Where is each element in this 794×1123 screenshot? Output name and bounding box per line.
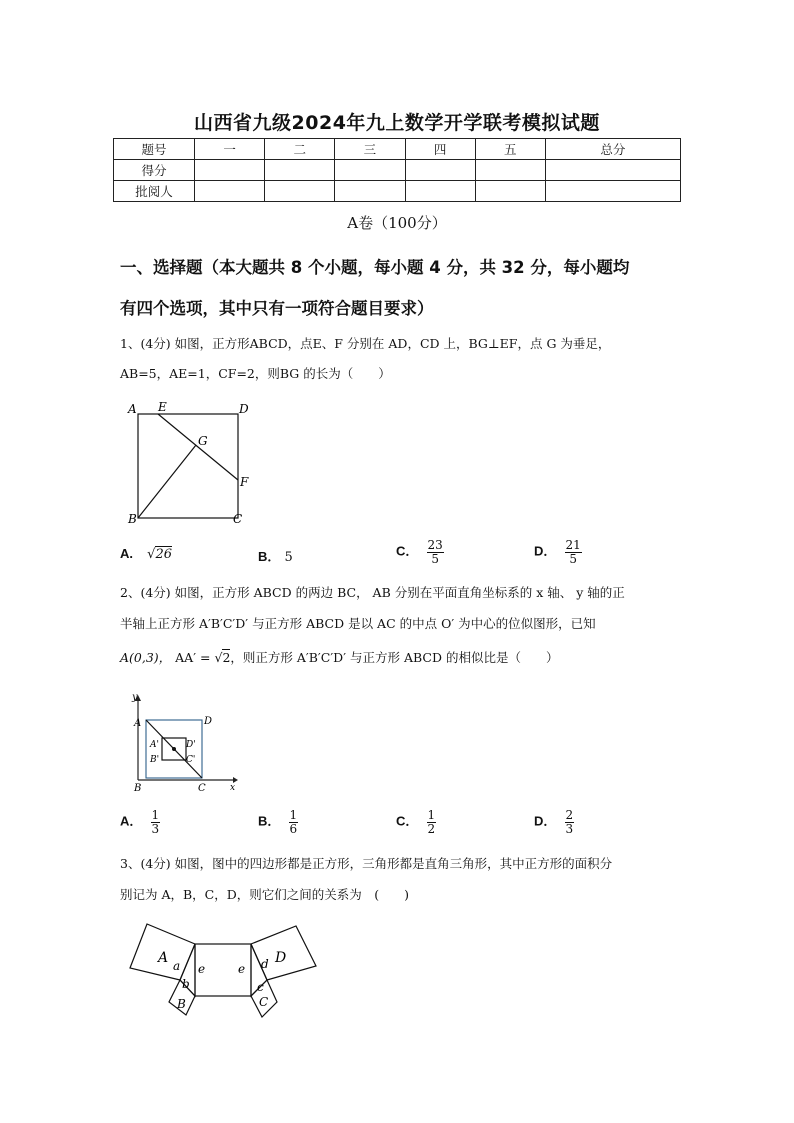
label-x: x [230, 783, 236, 793]
label-e-right: e [238, 962, 246, 976]
option-letter: D． [534, 813, 557, 829]
table-row [114, 160, 681, 181]
q1-text-line2: AB=5，AE=1，CF=2，则BG 的长为（ ） [120, 366, 391, 381]
q2-text-line3 [120, 650, 680, 666]
q2-figure [128, 694, 243, 794]
denominator: 6 [289, 821, 298, 836]
table-cell [195, 160, 265, 181]
table-cell [265, 160, 335, 181]
aa-prime: AA′ = [175, 650, 215, 665]
option-letter: B． [258, 813, 281, 829]
page-title: 山西省九级2024年九上数学开学联考模拟试题 [194, 112, 600, 134]
denominator: 3 [565, 821, 574, 836]
table-cell [545, 181, 680, 202]
segment-bg [138, 445, 196, 518]
label-side-b: b [182, 977, 190, 991]
sqrt-icon: √ [147, 547, 156, 562]
denominator: 3 [151, 821, 160, 836]
q2-option-d[interactable] [534, 809, 574, 835]
fraction [565, 539, 582, 565]
q2-option-a[interactable] [120, 809, 160, 835]
center-point [172, 747, 176, 751]
sqrt-expression [147, 547, 172, 562]
q1-option-a[interactable] [120, 546, 172, 562]
table-cell [475, 181, 545, 202]
q2-question: ，则正方形 A′B′C′D′ 与正方形 ABCD 的相似比是（ ） [230, 650, 559, 665]
option-letter: D． [534, 543, 557, 559]
label-a: A [128, 402, 137, 416]
section-a-title: A卷（100分） [347, 214, 447, 232]
denominator: 5 [431, 551, 439, 566]
q1-text-line1: 1、(4分) 如图，正方形ABCD，点E、F 分别在 AD，CD 上，BG⊥EF，点 G 为垂足， [120, 336, 611, 351]
numerator: 21 [565, 538, 581, 552]
fraction [565, 809, 575, 835]
numerator: 2 [565, 808, 574, 822]
label-b: B [134, 783, 142, 794]
label-e-left: e [198, 962, 206, 976]
q2-text-line2: 半轴上正方形 A′B′C′D′ 与正方形 ABCD 是以 AC 的中点 O′ 为中心的位似图形，已知 [120, 616, 596, 631]
fraction [427, 539, 444, 565]
label-c: C [233, 512, 243, 526]
option-letter: B． [258, 549, 281, 564]
q3-text-line2: 别记为 A，B，C，D，则它们之间的关系为 ( ) [120, 887, 410, 902]
q3-figure [120, 916, 340, 1022]
q2-option-b[interactable] [258, 809, 298, 835]
label-area-a: A [158, 950, 169, 966]
table-cell [335, 160, 405, 181]
table-header-cell: 总分 [545, 139, 680, 160]
table-row [114, 181, 681, 202]
label-area-b: B [177, 997, 186, 1011]
table-cell [545, 160, 680, 181]
label-a-prime: A' [150, 740, 159, 750]
fraction [289, 809, 299, 835]
coord-a: A(0,3)， [120, 650, 172, 665]
table-header-cell: 一 [195, 139, 265, 160]
label-b-prime: B' [150, 755, 160, 765]
table-row-label: 批阅人 [114, 181, 195, 202]
label-side-c: c [257, 980, 264, 994]
numerator: 23 [427, 538, 443, 552]
q1-option-d[interactable] [534, 539, 582, 565]
label-area-d: D [275, 950, 287, 966]
table-header-cell: 二 [265, 139, 335, 160]
sqrt-icon: √ [214, 650, 223, 665]
label-side-d: d [261, 957, 269, 971]
denominator: 2 [427, 821, 436, 836]
fraction [151, 809, 161, 835]
q1-option-c[interactable] [396, 539, 444, 565]
label-area-c: C [259, 995, 269, 1009]
label-f: F [240, 475, 249, 489]
label-g: G [198, 434, 208, 448]
section1-heading-line1: 一、选择题（本大题共 8 个小题，每小题 4 分，共 32 分，每小题均 [120, 258, 630, 277]
denominator: 5 [569, 551, 577, 566]
table-cell [405, 181, 475, 202]
label-d-prime: D' [186, 740, 196, 750]
option-value: 5 [284, 550, 293, 565]
option-letter: A． [120, 813, 143, 829]
label-c-prime: C' [186, 755, 196, 765]
q3-text-line1: 3、(4分) 如图，图中的四边形都是正方形，三角形都是直角三角形，其中正方形的面积分 [120, 856, 613, 871]
label-e: E [158, 400, 167, 414]
square-abcd [138, 414, 238, 518]
option-letter: C． [396, 813, 419, 829]
table-cell [405, 160, 475, 181]
label-d: D [239, 402, 249, 416]
numerator: 1 [289, 808, 298, 822]
table-header-cell: 题号 [114, 139, 195, 160]
numerator: 1 [427, 808, 436, 822]
label-a: A [134, 718, 142, 729]
table-header-cell: 五 [475, 139, 545, 160]
label-b: B [128, 512, 137, 526]
fraction [427, 809, 437, 835]
q1-figure [120, 398, 260, 530]
radicand: 26 [155, 547, 172, 562]
option-letter: A. [120, 546, 133, 561]
table-cell [475, 160, 545, 181]
q2-option-c[interactable] [396, 809, 436, 835]
table-row [114, 139, 681, 160]
numerator: 1 [151, 808, 160, 822]
option-letter: C． [396, 543, 419, 559]
label-y: y [132, 694, 138, 703]
table-cell [265, 181, 335, 202]
label-side-a: a [173, 959, 181, 973]
table-header-cell: 三 [335, 139, 405, 160]
score-table [113, 138, 681, 202]
radicand: 2 [222, 650, 231, 665]
label-d: D [204, 716, 213, 727]
q1-option-b[interactable] [258, 546, 293, 565]
q2-text-line1: 2、(4分) 如图，正方形 ABCD 的两边 BC， AB 分别在平面直角坐标系的 x 轴、 y 轴的正 [120, 585, 625, 600]
table-row-label: 得分 [114, 160, 195, 181]
section1-heading-line2: 有四个选项，其中只有一项符合题目要求） [120, 299, 434, 318]
table-cell [195, 181, 265, 202]
table-header-cell: 四 [405, 139, 475, 160]
label-c: C [198, 783, 206, 794]
table-cell [335, 181, 405, 202]
